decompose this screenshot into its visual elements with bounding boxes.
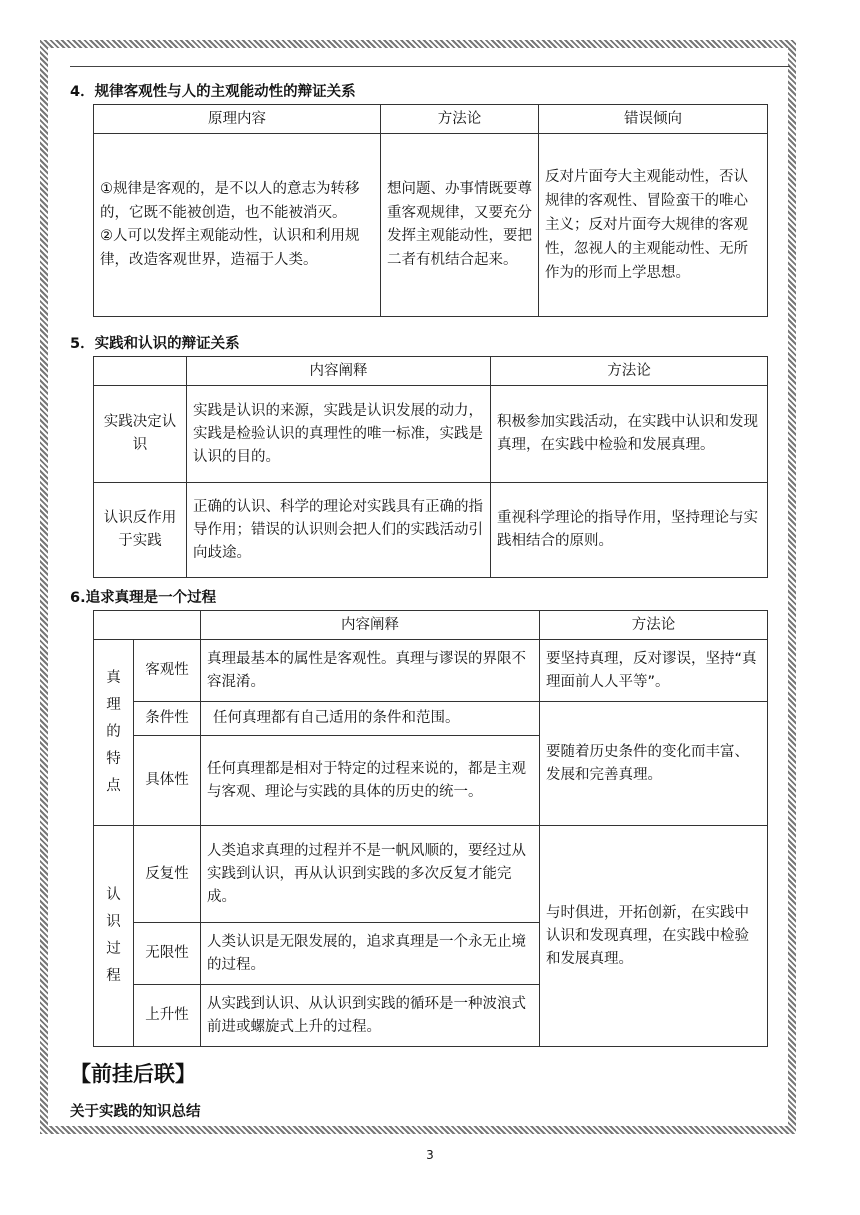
principle-1: ①规律是客观的，是不以人的意志为转移的，它既不能被创造，也不能被消灭。 (100, 181, 360, 221)
header-error: 错误倾向 (539, 105, 768, 134)
law-initiative-table (93, 104, 768, 317)
row-content: 正确的认识、科学的理论对实践具有正确的指导作用；错误的认识则会把人们的实践活动引向歧途。 (187, 483, 491, 578)
row-content: 实践是认识的来源，实践是认识发展的动力，实践是检验认识的真理性的唯一标准，实践是认识的目的。 (187, 386, 491, 483)
header-rule (70, 66, 790, 67)
process-method: 与时俱进，开拓创新，在实践中认识和发现真理，在实践中检验和发展真理。 (540, 826, 768, 1047)
row-method: 积极参加实践活动，在实践中认识和发现真理，在实践中检验和发展真理。 (491, 386, 768, 483)
principle-cell (94, 134, 381, 317)
feature-content: 任何真理都是相对于特定的过程来说的，都是主观与客观、理论与实践的具体的历史的统一。 (201, 736, 540, 826)
header-principle: 原理内容 (94, 105, 381, 134)
header-content: 内容阐释 (187, 357, 491, 386)
feature-label: 条件性 (134, 702, 201, 736)
header-blank (94, 357, 187, 386)
process-label: 无限性 (134, 923, 201, 985)
header-method: 方法论 (540, 611, 768, 640)
section-bracket-title: 【前挂后联】 (70, 1062, 196, 1086)
truth-process-table (93, 610, 768, 1047)
process-content: 人类认识是无限发展的，追求真理是一个永无止境的过程。 (201, 923, 540, 985)
section-5-heading: 5．实践和认识的辩证关系 (70, 336, 240, 352)
feature-label: 客观性 (134, 640, 201, 702)
process-content: 人类追求真理的过程并不是一帆风顺的，要经过从实践到认识，再从认识到实践的多次反复才能完成。 (201, 826, 540, 923)
header-content: 内容阐释 (201, 611, 540, 640)
truth-features-label: 真 理 的 特 点 (94, 640, 134, 826)
cognition-process-label: 认 识 过 程 (94, 826, 134, 1047)
feature-content: 真理最基本的属性是客观性。真理与谬误的界限不容混淆。 (201, 640, 540, 702)
row-label: 认识反作用于实践 (94, 483, 187, 578)
row-label: 实践决定认识 (94, 386, 187, 483)
section-6-heading: 6.追求真理是一个过程 (70, 590, 217, 606)
subtitle: 关于实践的知识总结 (70, 1104, 201, 1120)
process-label: 上升性 (134, 985, 201, 1047)
error-cell: 反对片面夸大主观能动性，否认规律的客观性、冒险蛮干的唯心主义；反对片面夸大规律的客观性，忽视人的主观能动性、无所作为的形而上学思想。 (539, 134, 768, 317)
row-method: 重视科学理论的指导作用，坚持理论与实践相结合的原则。 (491, 483, 768, 578)
page-number: 3 (426, 1148, 434, 1162)
feature-content: 任何真理都有自己适用的条件和范围。 (201, 702, 540, 736)
feature-label: 具体性 (134, 736, 201, 826)
section-4-heading: 4．规律客观性与人的主观能动性的辩证关系 (70, 84, 356, 100)
practice-cognition-table (93, 356, 768, 578)
process-content: 从实践到认识、从认识到实践的循环是一种波浪式前进或螺旋式上升的过程。 (201, 985, 540, 1047)
header-blank (94, 611, 201, 640)
header-method: 方法论 (381, 105, 539, 134)
feature-method: 要坚持真理，反对谬误，坚持“真理面前人人平等”。 (540, 640, 768, 702)
process-label: 反复性 (134, 826, 201, 923)
principle-2: ②人可以发挥主观能动性，认识和利用规律，改造客观世界，造福于人类。 (100, 228, 360, 268)
feature-method: 要随着历史条件的变化而丰富、发展和完善真理。 (540, 702, 768, 826)
header-method: 方法论 (491, 357, 768, 386)
method-cell: 想问题、办事情既要尊重客观规律，又要充分发挥主观能动性，要把二者有机结合起来。 (381, 134, 539, 317)
